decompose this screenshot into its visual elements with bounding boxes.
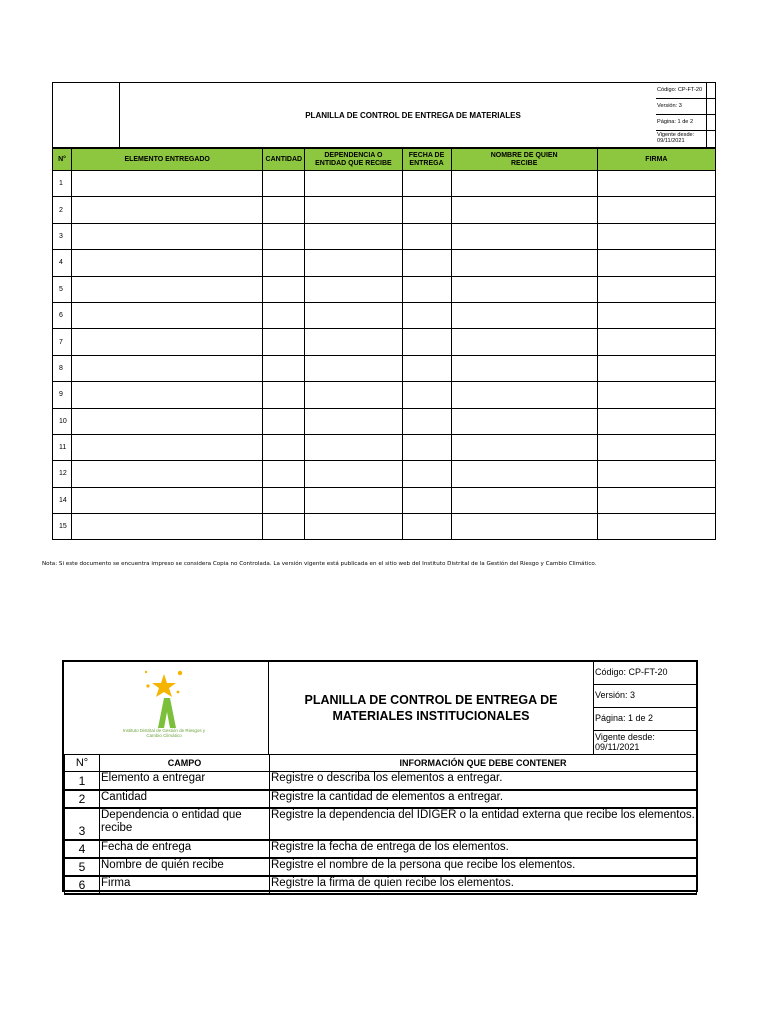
row-number: 15 (53, 514, 72, 540)
blank-cell[interactable] (305, 487, 402, 513)
list-item (65, 876, 697, 894)
col-elemento-entregado: ELEMENTO ENTREGADO (72, 149, 263, 171)
form1-meta (656, 83, 715, 147)
blank-cell[interactable] (305, 434, 402, 460)
delivery-table (52, 148, 716, 540)
row-number: 3 (53, 223, 72, 249)
blank-cell[interactable] (72, 276, 263, 302)
blank-cell[interactable] (305, 276, 402, 302)
blank-cell[interactable] (72, 434, 263, 460)
blank-cell[interactable] (597, 223, 715, 249)
blank-cell[interactable] (597, 250, 715, 276)
blank-cell[interactable] (597, 514, 715, 540)
blank-cell[interactable] (72, 382, 263, 408)
field-number: 4 (65, 840, 100, 858)
col-nombre-quien-recibe (451, 149, 597, 171)
blank-cell[interactable] (72, 461, 263, 487)
form2-vigente: Vigente desde: 09/11/2021 (595, 732, 655, 752)
blank-cell[interactable] (402, 223, 451, 249)
blank-cell[interactable] (597, 197, 715, 223)
field-info: Registre la cantidad de elementos a entregar. (270, 790, 697, 808)
blank-cell[interactable] (263, 355, 305, 381)
blank-cell[interactable] (402, 514, 451, 540)
table-row (53, 250, 716, 276)
blank-cell[interactable] (451, 250, 597, 276)
blank-cell[interactable] (305, 250, 402, 276)
form2 (62, 660, 698, 892)
blank-cell[interactable] (402, 302, 451, 328)
table-row (53, 461, 716, 487)
form1-vigente: Vigente desde: 09/11/2021 (657, 132, 695, 144)
blank-cell[interactable] (402, 355, 451, 381)
blank-cell[interactable] (451, 434, 597, 460)
field-info: Registre la dependencia del IDIGER o la entidad externa que recibe los elementos. (270, 808, 697, 840)
blank-cell[interactable] (305, 223, 402, 249)
col2-numero: N° (65, 755, 100, 772)
col2-campo: CAMPO (100, 755, 270, 772)
row-number: 1 (53, 171, 72, 197)
row-number: 12 (53, 461, 72, 487)
row-number: 7 (53, 329, 72, 355)
form1-version: Versión: 3 (656, 99, 715, 115)
row-number: 8 (53, 355, 72, 381)
field-info: Registre o describa los elementos a entregar. (270, 772, 697, 790)
blank-cell[interactable] (597, 487, 715, 513)
row-number: 14 (53, 487, 72, 513)
blank-cell[interactable] (597, 171, 715, 197)
blank-cell[interactable] (402, 487, 451, 513)
blank-cell[interactable] (451, 461, 597, 487)
list-item (65, 840, 697, 858)
blank-cell[interactable] (263, 223, 305, 249)
field-number: 3 (65, 808, 100, 840)
table-row (53, 408, 716, 434)
field-table-header (65, 755, 697, 772)
blank-cell[interactable] (263, 461, 305, 487)
blank-cell[interactable] (305, 461, 402, 487)
field-campo: Cantidad (100, 790, 270, 808)
blank-cell[interactable] (72, 302, 263, 328)
blank-cell[interactable] (597, 276, 715, 302)
form2-logo-cell (64, 662, 269, 754)
blank-cell[interactable] (72, 329, 263, 355)
form1-pagina: Página: 1 de 2 (656, 115, 715, 131)
blank-cell[interactable] (72, 408, 263, 434)
document-note: Nota: Si este documento se encuentra impreso se considera Copia no Controlada. La versión vigente está publicada en el sitio web del Instituto Distrital de la Gestión del Riesgo y Cambio Climático. (42, 561, 597, 567)
col-dependencia-label: DEPENDENCIA O ENTIDAD QUE RECIBE (315, 152, 392, 167)
blank-cell[interactable] (72, 197, 263, 223)
blank-cell[interactable] (451, 487, 597, 513)
col-fecha-entrega-label: FECHA DE ENTREGA (408, 152, 445, 167)
form2-codigo: Código: CP-FT-20 (594, 662, 696, 685)
blank-cell[interactable] (402, 408, 451, 434)
blank-cell[interactable] (263, 250, 305, 276)
blank-cell[interactable] (402, 250, 451, 276)
form2-logo-text: Instituto Distrital de Gestión de Riesgos y Cambio Climático (122, 728, 206, 739)
form2-version: Versión: 3 (594, 685, 696, 708)
field-campo: Elemento a entregar (100, 772, 270, 790)
col-firma: FIRMA (597, 149, 715, 171)
blank-cell[interactable] (402, 434, 451, 460)
field-number: 6 (65, 876, 100, 894)
table-row (53, 514, 716, 540)
blank-cell[interactable] (263, 197, 305, 223)
blank-cell[interactable] (305, 382, 402, 408)
form2-title-text: PLANILLA DE CONTROL DE ENTREGA DE MATERIALES INSTITUCIONALES (304, 692, 558, 723)
blank-cell[interactable] (451, 302, 597, 328)
blank-cell[interactable] (597, 302, 715, 328)
blank-cell[interactable] (402, 329, 451, 355)
blank-cell[interactable] (72, 223, 263, 249)
col-fecha-entrega (402, 149, 451, 171)
blank-cell[interactable] (263, 434, 305, 460)
table-row (53, 487, 716, 513)
blank-cell[interactable] (263, 382, 305, 408)
blank-cell[interactable] (451, 223, 597, 249)
form1-codigo: Código: CP-FT-20 (656, 83, 715, 99)
row-number: 11 (53, 434, 72, 460)
col-dependencia (305, 149, 402, 171)
list-item (65, 808, 697, 840)
blank-cell[interactable] (451, 276, 597, 302)
blank-cell[interactable] (597, 434, 715, 460)
field-number: 1 (65, 772, 100, 790)
field-number: 5 (65, 858, 100, 876)
blank-cell[interactable] (72, 487, 263, 513)
table-row (53, 434, 716, 460)
field-info: Registre la firma de quien recibe los elementos. (270, 876, 697, 894)
blank-cell[interactable] (305, 197, 402, 223)
table-row (53, 302, 716, 328)
blank-cell[interactable] (72, 250, 263, 276)
field-campo: Nombre de quién recibe (100, 858, 270, 876)
col2-informacion: INFORMACIÓN QUE DEBE CONTENER (270, 755, 697, 772)
blank-cell[interactable] (402, 382, 451, 408)
field-description-table (64, 754, 697, 895)
blank-cell[interactable] (402, 197, 451, 223)
blank-cell[interactable] (451, 171, 597, 197)
col-numero: N° (53, 149, 72, 171)
table-row (53, 197, 716, 223)
idiger-logo-icon (134, 666, 194, 732)
table-row (53, 329, 716, 355)
blank-cell[interactable] (451, 514, 597, 540)
blank-cell[interactable] (72, 171, 263, 197)
blank-cell[interactable] (305, 329, 402, 355)
blank-cell[interactable] (263, 408, 305, 434)
list-item (65, 858, 697, 876)
blank-cell[interactable] (597, 382, 715, 408)
blank-cell[interactable] (451, 408, 597, 434)
blank-cell[interactable] (402, 461, 451, 487)
blank-cell[interactable] (305, 171, 402, 197)
blank-cell[interactable] (263, 329, 305, 355)
table-row (53, 223, 716, 249)
blank-cell[interactable] (263, 514, 305, 540)
blank-cell[interactable] (597, 461, 715, 487)
blank-cell[interactable] (263, 487, 305, 513)
list-item (65, 772, 697, 790)
form2-meta (594, 662, 696, 754)
blank-cell[interactable] (451, 197, 597, 223)
blank-cell[interactable] (451, 382, 597, 408)
blank-cell[interactable] (402, 276, 451, 302)
row-number: 2 (53, 197, 72, 223)
field-number: 2 (65, 790, 100, 808)
blank-cell[interactable] (597, 329, 715, 355)
row-number: 5 (53, 276, 72, 302)
blank-cell[interactable] (305, 302, 402, 328)
form2-pagina: Página: 1 de 2 (594, 708, 696, 731)
form1-header (52, 82, 716, 148)
blank-cell[interactable] (305, 355, 402, 381)
row-number: 4 (53, 250, 72, 276)
blank-cell[interactable] (305, 514, 402, 540)
field-campo: Dependencia o entidad que recibe (100, 808, 270, 840)
row-number: 10 (53, 408, 72, 434)
blank-cell[interactable] (263, 302, 305, 328)
field-campo: Firma (100, 876, 270, 894)
blank-cell[interactable] (263, 276, 305, 302)
blank-cell[interactable] (72, 514, 263, 540)
delivery-table-header (53, 149, 716, 171)
table-row (53, 382, 716, 408)
blank-cell[interactable] (263, 171, 305, 197)
table-row (53, 276, 716, 302)
blank-cell[interactable] (402, 171, 451, 197)
blank-cell[interactable] (305, 408, 402, 434)
field-info: Registre el nombre de la persona que recibe los elementos. (270, 858, 697, 876)
col-cantidad: CANTIDAD (263, 149, 305, 171)
blank-cell[interactable] (451, 329, 597, 355)
blank-cell[interactable] (597, 408, 715, 434)
blank-cell[interactable] (451, 355, 597, 381)
blank-cell[interactable] (597, 355, 715, 381)
field-campo: Fecha de entrega (100, 840, 270, 858)
list-item (65, 790, 697, 808)
table-row (53, 355, 716, 381)
col-nombre-label: NOMBRE DE QUIEN RECIBE (490, 152, 558, 167)
blank-cell[interactable] (72, 355, 263, 381)
field-info: Registre la fecha de entrega de los elementos. (270, 840, 697, 858)
form1-logo-cell (53, 83, 120, 147)
row-number: 6 (53, 302, 72, 328)
row-number: 9 (53, 382, 72, 408)
form2-title (269, 662, 594, 754)
table-row (53, 171, 716, 197)
form1-title: PLANILLA DE CONTROL DE ENTREGA DE MATERIALES (120, 83, 707, 147)
